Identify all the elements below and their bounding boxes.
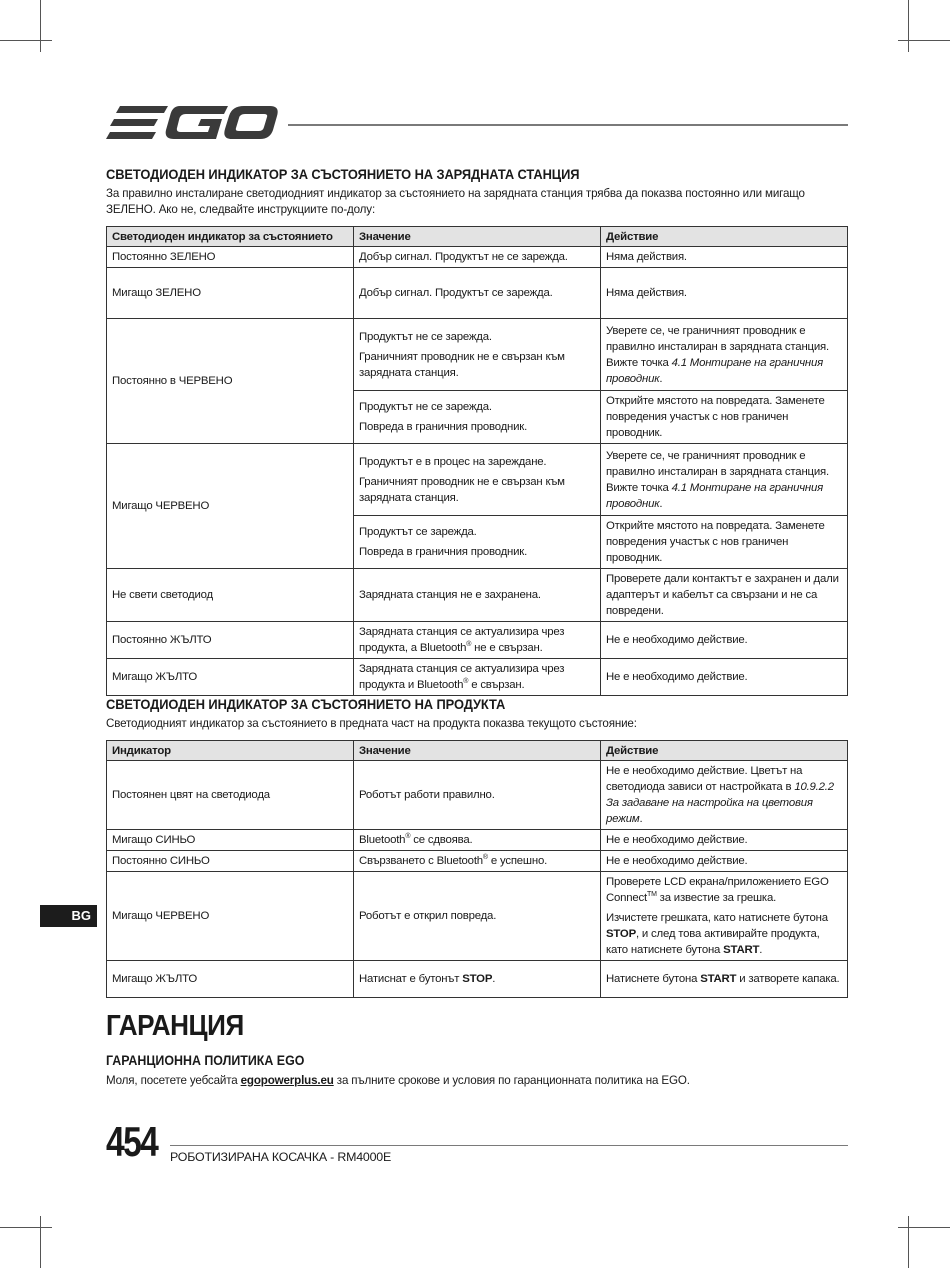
cell-text: . (492, 973, 496, 985)
cell-text: Натиснете бутона (605, 973, 701, 985)
cell-text: Свързването с Bluetooth (358, 855, 483, 867)
charging-station-led-table (106, 226, 848, 696)
registered-mark: ® (463, 678, 469, 686)
cell-text: и затворете капака. (736, 973, 840, 985)
warranty-text-start: Моля, посетете уебсайта (106, 1074, 241, 1087)
table-cell: Не е необходимо действие. (600, 659, 847, 696)
cell-line: Продуктът е в процес на зареждане. (358, 455, 547, 468)
product-led-table (106, 740, 848, 998)
table-row (107, 761, 848, 830)
table-row (107, 851, 848, 872)
crop-mark (898, 1227, 950, 1228)
table-header-row (107, 741, 848, 761)
section-title-charging-station: СВЕТОДИОДЕН ИНДИКАТОР ЗА СЪСТОЯНИЕТО НА ЗАРЯДНАТА СТАНЦИЯ (106, 166, 580, 182)
footer-title: РОБОТИЗИРАНА КОСАЧКА - RM4000E (170, 1150, 392, 1164)
table-cell: Постоянен цвят на светодиода (107, 761, 354, 830)
table-cell: Постоянно ЗЕЛЕНО (107, 247, 354, 268)
table-cell: Мигащо ЧЕРВЕНО (107, 444, 354, 569)
registered-mark: ® (482, 854, 488, 862)
column-header: Действие (600, 227, 847, 247)
registered-mark: ® (466, 641, 472, 649)
table-cell: Няма действия. (600, 247, 847, 268)
table-cell (600, 961, 847, 998)
table-row (107, 622, 848, 659)
warranty-website-link[interactable]: egopowerplus.eu (240, 1074, 334, 1087)
table-cell: Добър сигнал. Продуктът не се зарежда. (353, 247, 600, 268)
cross-reference: 10.9.2.2 За задаване на настройка на цветовия режим (605, 781, 834, 825)
cell-line: Продуктът не се зарежда. (358, 330, 492, 343)
table-cell: Мигащо СИНЬО (107, 830, 354, 851)
table-cell (353, 851, 600, 872)
cell-text: е свързан. (468, 679, 525, 691)
table-cell: Не е необходимо действие. (600, 851, 847, 872)
cell-text: . (759, 944, 763, 956)
cell-text: за известие за грешка. (656, 892, 777, 904)
stop-button-label: STOP (605, 928, 636, 940)
cell-line: Продуктът не се зарежда. (358, 401, 492, 413)
table-cell: Уверете се, че граничният проводник е правилно инсталиран в зарядната станция. Вижте точка 4.1 Монтиране на граничния проводник. (600, 444, 847, 516)
table-row (107, 872, 848, 961)
cell-text: , и след това активирайте продукта, като натиснете бутона (605, 928, 820, 956)
table-row (107, 268, 848, 319)
table-row (107, 961, 848, 998)
table-cell (353, 444, 600, 516)
table-cell (353, 830, 600, 851)
table-row (107, 659, 848, 696)
cell-text: Уверете се, че граничният проводник е правилно инсталиран в зарядната станция. Вижте точка (605, 324, 829, 369)
table-row (107, 319, 848, 391)
cell-text: се сдвоява. (410, 834, 473, 846)
cell-line (606, 910, 842, 958)
cell-text: Не е необходимо действие. Цветът на светодиода зависи от настройката в (605, 765, 803, 793)
table-cell: Добър сигнал. Продуктът се зарежда. (353, 268, 600, 319)
table-header-row (107, 227, 848, 247)
table-cell: Не е необходимо действие. (600, 622, 847, 659)
cell-text: Зарядната станция се актуализира чрез продукта, а Bluetooth (358, 626, 565, 654)
warranty-subheading: ГАРАНЦИОННА ПОЛИТИКА EGO (106, 1053, 305, 1068)
table-cell: Постоянно в ЧЕРВЕНО (107, 319, 354, 444)
table-cell (353, 622, 600, 659)
registered-mark: ® (405, 833, 411, 841)
table-cell: Постоянно СИНЬО (107, 851, 354, 872)
crop-mark (0, 40, 52, 41)
table-cell: Открийте мястото на повредата. Заменете повредения участък с нов граничен проводник. (600, 516, 847, 569)
table-cell: Не е необходимо действие. (600, 830, 847, 851)
crop-mark (40, 0, 41, 52)
trademark-mark: TM (647, 891, 657, 899)
column-header: Значение (353, 741, 600, 761)
table-row (107, 830, 848, 851)
table-row (107, 569, 848, 622)
table-cell (353, 319, 600, 391)
cross-reference: 4.1 Монтиране на граничния проводник (605, 481, 823, 510)
crop-mark (898, 40, 950, 41)
header-rule (288, 124, 848, 126)
table-row (107, 444, 848, 516)
cell-text: е успешно. (487, 855, 548, 867)
table-cell: Мигащо ЗЕЛЕНО (107, 268, 354, 319)
table-cell: Мигащо ЧЕРВЕНО (107, 872, 354, 961)
crop-mark (908, 0, 909, 52)
cell-text: Натиснат е бутонът (358, 973, 463, 985)
cell-text: Bluetooth (358, 834, 406, 846)
cell-line: Граничният проводник не е свързан към зарядната станция. (358, 350, 565, 379)
cell-text: Изчистете грешката, като натиснете бутона (605, 912, 828, 924)
page-content (106, 166, 848, 1097)
table-cell (600, 872, 847, 961)
cell-line: Продуктът се зарежда. (358, 526, 477, 538)
crop-mark (0, 1227, 52, 1228)
table-cell: Роботът работи правилно. (353, 761, 600, 830)
table-cell: Мигащо ЖЪЛТО (107, 659, 354, 696)
cell-line: Повреда в граничния проводник. (358, 421, 528, 433)
column-header: Значение (353, 227, 600, 247)
warranty-heading: ГАРАНЦИЯ (106, 1010, 244, 1042)
table-cell: Мигащо ЖЪЛТО (107, 961, 354, 998)
language-tab: BG (40, 905, 97, 927)
cell-text: Зарядната станция се актуализира чрез продукта и Bluetooth (358, 663, 565, 691)
section-intro: Светодиодният индикатор за състоянието в предната част на продукта показва текущото състояние: (106, 717, 637, 730)
table-cell: Не е необходимо действие. Цветът на светодиода зависи от настройката в 10.9.2.2 За задаване на настройка на цветовия режим. (600, 761, 847, 830)
warranty-text (106, 1073, 848, 1089)
cell-text: Проверете LCD екрана/приложението EGO Connect (605, 876, 829, 904)
table-cell (353, 516, 600, 569)
table-cell: Зарядната станция не е захранена. (353, 569, 600, 622)
table-cell: Не свети светодиод (107, 569, 354, 622)
table-cell: Открийте мястото на повредата. Заменете повредения участък с нов граничен проводник. (600, 391, 847, 444)
column-header: Светодиоден индикатор за състоянието (107, 227, 354, 247)
ego-logo (106, 102, 278, 144)
start-button-label: START (723, 944, 760, 956)
cell-line (606, 874, 842, 906)
cell-text: Уверете се, че граничният проводник е правилно инсталиран в зарядната станция. Вижте точка (605, 449, 829, 494)
page-number: 454 (106, 1118, 158, 1165)
cell-text: не е свързан. (471, 642, 543, 654)
table-cell (353, 391, 600, 444)
table-cell (353, 961, 600, 998)
table-row (107, 247, 848, 268)
stop-button-label: STOP (462, 973, 493, 985)
warranty-text-end: за пълните срокове и условия по гаранционната политика на EGO. (333, 1074, 690, 1087)
cell-line: Повреда в граничния проводник. (358, 546, 528, 558)
table-cell: Постоянно ЖЪЛТО (107, 622, 354, 659)
section-title-product-led: СВЕТОДИОДЕН ИНДИКАТОР ЗА СЪСТОЯНИЕТО НА ПРОДУКТА (106, 696, 506, 712)
crop-mark (908, 1216, 909, 1268)
table-cell: Уверете се, че граничният проводник е правилно инсталиран в зарядната станция. Вижте точка 4.1 Монтиране на граничния проводник. (600, 319, 847, 391)
start-button-label: START (700, 973, 737, 985)
cross-reference: 4.1 Монтиране на граничния проводник (605, 356, 823, 385)
table-cell: Проверете дали контактът е захранен и дали адаптерът и кабелът са свързани и не са повредени. (600, 569, 847, 622)
table-cell (353, 659, 600, 696)
cell-line: Граничният проводник не е свързан към зарядната станция. (358, 475, 565, 504)
table-cell: Няма действия. (600, 268, 847, 319)
column-header: Индикатор (107, 741, 354, 761)
section-intro: За правилно инсталиране светодиодният индикатор за състоянието на зарядната станция трябва да показва постоянно или мигащо ЗЕЛЕНО. Ако не, следвайте инструкциите по-долу: (106, 187, 805, 216)
table-cell: Роботът е открил повреда. (353, 872, 600, 961)
footer-rule (170, 1145, 848, 1146)
crop-mark (40, 1216, 41, 1268)
column-header: Действие (600, 741, 847, 761)
